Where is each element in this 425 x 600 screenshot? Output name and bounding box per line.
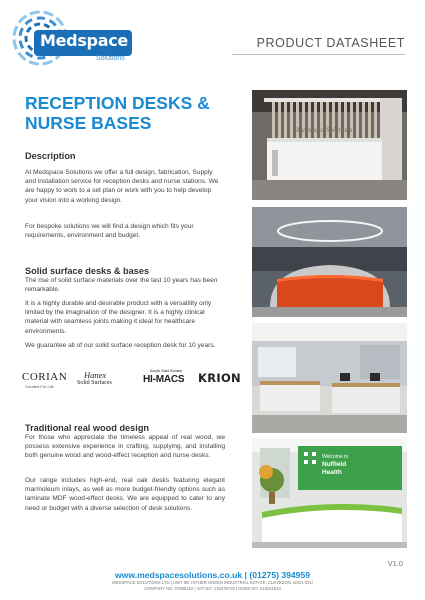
footer-website-phone[interactable]: www.medspacesolutions.co.uk | (01275) 394959 [114,570,311,580]
version-label: V1.0 [387,559,403,568]
solid-surface-heading: Solid surface desks & bases [25,266,150,276]
logo-tagline: Solutions [96,55,125,62]
description-paragraph-1: At Medspace Solutions we offer a full design, fabrication, Supply and installation service for reception desks and nurse stations. We are happy to work to a set plan or work with you to help develop your vision into a working design. [25,169,219,204]
solid-surface-paragraph-3: We guarantee all of our solid surface reception desk for 10 years. [25,342,216,349]
page-title-line-1: RECEPTION DESKS & [25,93,210,113]
logo-name: Medspace [40,31,128,50]
hanex-logo: Hanex [84,370,107,380]
hanex-tagline: Solid Surfaces [77,380,112,386]
header-divider [232,54,405,55]
himacs-logo: HI-MACS [143,374,185,385]
photo-4-sign-line-2: Nuffield [322,461,347,468]
description-paragraph-2: For bespoke solutions we will find a design which fits your requirements, environment and budget. [25,223,194,240]
photo-1-sign: Medspace Solutions [296,126,353,134]
photo-4-sign-line-3: Health [322,469,342,476]
company-logo [12,10,132,66]
page-title-line-2: NURSE BASES [25,112,152,133]
photo-wood-nurse-station [252,323,407,433]
material-brand-logos [22,369,241,391]
corian-tagline: Created For Life [25,384,54,389]
himacs-tagline: Acrylic Solid Surface [150,369,183,373]
footer-company-numbers: COMPANY NO: 07985162 | VAT NO: 130378726 | DUNS NO: 218251524 [144,586,281,592]
wood-paragraph-1: For those who appreciate the timeless appeal of real wood, we possess extensive experience in crafting, supplying, and installing both genuine wood and wood-effect reception and nurse desks. [25,434,225,460]
page-title [25,94,230,133]
photo-nuffield-health-desk [252,438,407,548]
solid-surface-paragraph-2: It is a highly durable and desirable product with a versatility only limited by the imagination of the designer. It is a highly clinical material with seamless joints making it ideal for healthcare environments. [25,300,212,335]
wood-paragraph-2: Our range includes high-end, real oak desks featuring elegant marmoleum inlays, as well as more budget-friendly options such as laminate MDF wood-effect desks. We are equipped to cater to any need or budget with a diverse selection of desk solutions. [25,477,225,512]
description-heading: Description [25,151,76,161]
photo-4-sign-line-1: Welcome to [322,454,349,460]
page-footer [0,570,425,592]
corian-logo: CORIAN [22,371,68,383]
solid-surface-paragraph-1: The rise of solid surface materials over the last 10 years has been remarkable. [25,277,218,294]
photo-orange-curved-desk [252,207,407,317]
krion-logo: KRION [198,371,241,385]
wood-heading: Traditional real wood design [25,423,150,433]
document-type: PRODUCT DATASHEET [256,36,405,50]
footer-address: MEDSPACE SOLUTIONS LTD | UNIT 5B, HITHER GREEN INDUSTRIAL ESTATE, CLEVEDON, BS21 6XU [112,580,313,585]
photo-white-reception-desk [252,90,407,200]
